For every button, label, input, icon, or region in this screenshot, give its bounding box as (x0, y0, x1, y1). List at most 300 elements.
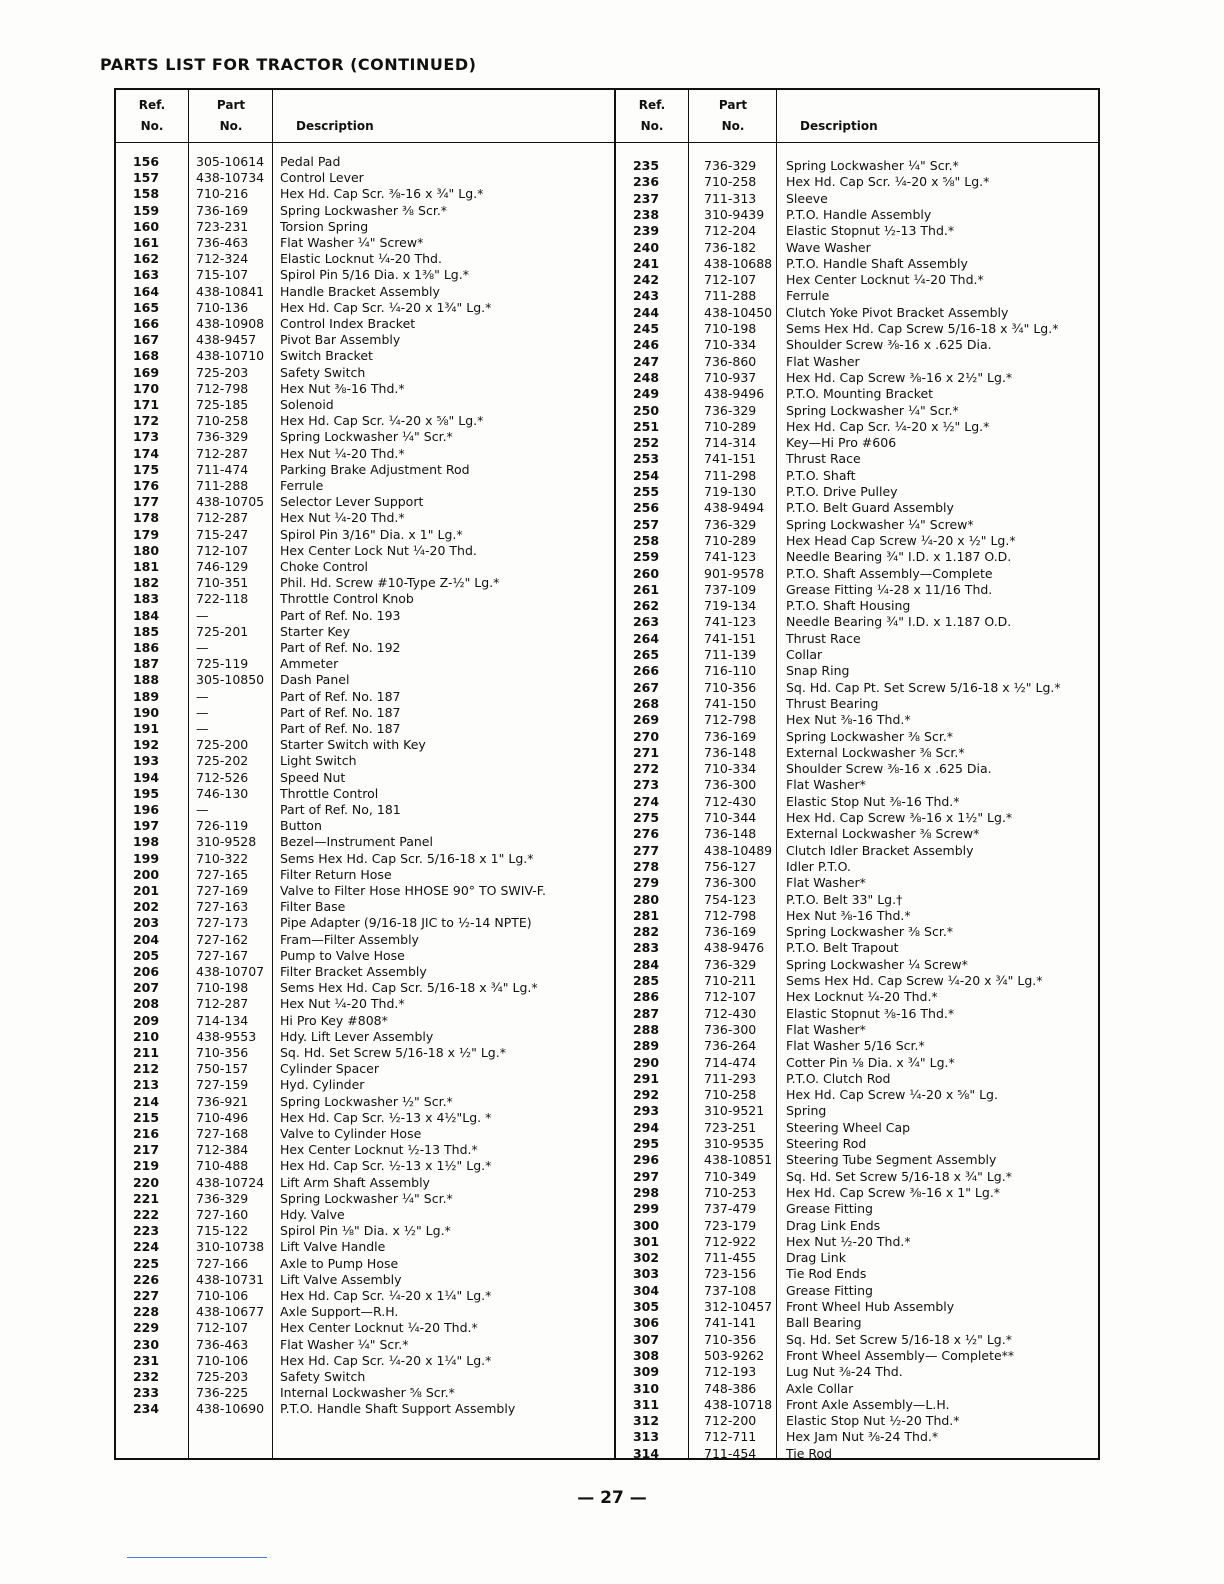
table-row (616, 826, 1100, 842)
table-row (116, 1304, 614, 1320)
part-no: 719-130 (704, 484, 757, 499)
part-no: 756-127 (704, 858, 757, 874)
description: Spring Lockwasher ⅜ Scr.* (280, 202, 448, 218)
part-no: — (196, 640, 209, 655)
description: Clutch Idler Bracket Assembly (786, 842, 974, 858)
description: Part of Ref. No. 193 (280, 607, 401, 623)
ref-no: 271 (632, 744, 660, 760)
description: Part of Ref. No. 192 (280, 640, 401, 655)
table-row (616, 337, 1100, 353)
ref-no: 161 (132, 235, 160, 250)
description: Torsion Spring (280, 218, 369, 234)
table-row (616, 973, 1100, 989)
part-no: 712-922 (704, 1233, 757, 1249)
ref-no: 212 (132, 1061, 160, 1077)
description: Steering Tube Segment Assembly (786, 1152, 997, 1168)
table-row (116, 1142, 614, 1158)
description: Hex Hd. Cap Scr. ¼-20 x 1¼" Lg.* (280, 1352, 492, 1368)
ref-no: 283 (632, 940, 660, 956)
table-row (616, 843, 1100, 859)
part-no: 712-107 (196, 1320, 249, 1336)
ref-no: 254 (632, 467, 660, 483)
description: Hex Nut ¼-20 Thd.* (280, 445, 405, 461)
table-row (616, 696, 1100, 712)
table-row (116, 203, 614, 219)
description: P.T.O. Handle Shaft Assembly (786, 255, 968, 271)
page-title: PARTS LIST FOR TRACTOR (CONTINUED) (100, 55, 477, 74)
description: Collar (786, 647, 823, 662)
description: P.T.O. Shaft (786, 467, 856, 483)
part-no: — (196, 704, 209, 720)
description: Hex Locknut ¼-20 Thd.* (786, 989, 938, 1005)
ref-no: 175 (132, 461, 160, 477)
table-row (616, 484, 1100, 500)
part-no: 725-203 (196, 1369, 249, 1384)
table-row (616, 1446, 1100, 1462)
ref-no: 158 (132, 186, 160, 202)
part-no: 710-258 (704, 1087, 757, 1103)
description: Hex Center Lock Nut ¼-20 Thd. (280, 542, 477, 558)
part-no: 710-106 (196, 1288, 249, 1303)
description: Hex Head Cap Screw ¼-20 x ½" Lg.* (786, 532, 1016, 548)
part-no: 736-169 (704, 728, 757, 744)
ref-no: 223 (132, 1223, 160, 1239)
description: Hex Hd. Cap Screw ¼-20 x ⅝" Lg. (786, 1087, 998, 1103)
ref-no: 287 (632, 1005, 660, 1021)
ref-no: 267 (632, 679, 660, 695)
ref-no: 270 (632, 728, 660, 744)
description: Hex Jam Nut ⅜-24 Thd.* (786, 1429, 939, 1445)
table-row (616, 777, 1100, 793)
part-no: 710-488 (196, 1158, 249, 1174)
description: Valve to Filter Hose HHOSE 90° TO SWIV-F. (280, 883, 546, 898)
table-row (116, 267, 614, 283)
description: P.T.O. Drive Pulley (786, 484, 898, 499)
description: Hex Hd. Cap Screw ⅜-16 x 1" Lg.* (786, 1184, 1001, 1200)
part-no: 712-287 (196, 510, 249, 526)
description: Part of Ref. No. 187 (280, 704, 401, 720)
part-no: 736-264 (704, 1038, 757, 1054)
description: Flat Washer ¼" Screw* (280, 235, 424, 250)
part-no: 715-247 (196, 526, 249, 542)
table-row (616, 1169, 1100, 1185)
table-row (116, 446, 614, 462)
ref-no: 273 (632, 777, 660, 793)
table-row (616, 1103, 1100, 1119)
ref-no: 240 (632, 239, 660, 255)
table-row (616, 1348, 1100, 1364)
part-no: 438-10710 (196, 348, 265, 364)
part-no: 736-463 (196, 235, 249, 250)
description: Ferrule (280, 478, 324, 493)
table-row (616, 517, 1100, 533)
table-row (616, 1038, 1100, 1054)
part-no: 712-287 (196, 996, 249, 1012)
table-row (116, 964, 614, 980)
ref-no: 312 (632, 1413, 660, 1429)
ref-no: 226 (132, 1271, 160, 1287)
table-row (616, 305, 1100, 321)
ref-no: 204 (132, 931, 160, 947)
ref-no: 237 (632, 190, 660, 206)
ref-no: 235 (632, 158, 660, 173)
table-row (616, 1185, 1100, 1201)
table-row (616, 614, 1100, 630)
ref-no: 305 (632, 1299, 660, 1314)
table-row (116, 818, 614, 834)
table-row (616, 158, 1100, 174)
table-row (616, 663, 1100, 679)
ref-no: 219 (132, 1158, 160, 1174)
table-row (116, 1337, 614, 1353)
table-row (116, 980, 614, 996)
ref-no: 174 (132, 445, 160, 461)
description: Spring Lockwasher ¼" Scr.* (786, 158, 959, 173)
part-no: 710-289 (704, 532, 757, 548)
description: Elastic Locknut ¼-20 Thd. (280, 251, 442, 267)
part-no: 712-107 (704, 272, 757, 288)
description: P.T.O. Belt Guard Assembly (786, 500, 954, 516)
table-row (116, 559, 614, 575)
part-no: 754-123 (704, 891, 757, 907)
ref-no: 171 (132, 397, 160, 412)
ref-no: 246 (632, 337, 660, 353)
table-row (616, 957, 1100, 973)
part-no: 727-169 (196, 883, 249, 898)
part-no: 736-300 (704, 875, 757, 891)
part-no: 710-258 (196, 413, 249, 429)
ref-no: 189 (132, 688, 160, 704)
part-no: 712-200 (704, 1413, 757, 1429)
description: Flat Washer 5/16 Scr.* (786, 1038, 925, 1054)
part-no: 438-10731 (196, 1271, 265, 1287)
ref-no: 253 (632, 451, 660, 467)
ref-no: 159 (132, 202, 160, 218)
part-no: 736-225 (196, 1385, 249, 1401)
ref-no: 193 (132, 753, 160, 769)
ref-no: 248 (632, 369, 660, 385)
description: Lift Valve Handle (280, 1239, 386, 1255)
part-no: 711-474 (196, 461, 249, 477)
ref-no: 191 (132, 721, 160, 736)
part-no: 710-198 (704, 321, 757, 336)
description: Front Wheel Hub Assembly (786, 1299, 955, 1314)
description: Spring Lockwasher ½" Scr.* (280, 1093, 453, 1109)
ref-no: 251 (632, 418, 660, 434)
description: Hex Hd. Cap Scr. ¼-20 x 1¾" Lg.* (280, 299, 492, 315)
part-no: 723-231 (196, 218, 249, 234)
ref-no: 277 (632, 842, 660, 858)
part-no: 712-430 (704, 1005, 757, 1021)
ref-no: 167 (132, 332, 160, 348)
ref-no: 296 (632, 1152, 660, 1168)
ref-no: 182 (132, 575, 160, 591)
part-no: 736-329 (704, 158, 757, 173)
ref-no: 311 (632, 1396, 660, 1412)
ref-no: 274 (632, 793, 660, 809)
part-no: 723-156 (704, 1266, 757, 1282)
part-no: 438-10718 (704, 1396, 773, 1412)
ref-no: 162 (132, 251, 160, 267)
part-no: 710-322 (196, 850, 249, 866)
part-no: 438-10489 (704, 842, 773, 858)
ref-no: 222 (132, 1207, 160, 1222)
ref-no: 172 (132, 413, 160, 429)
ref-no: 272 (632, 761, 660, 777)
table-row (116, 915, 614, 931)
ref-no: 196 (132, 802, 160, 817)
description: Throttle Control (280, 785, 379, 801)
description: Hex Nut ⅜-16 Thd.* (280, 380, 405, 396)
ref-no: 241 (632, 255, 660, 271)
description: Flat Washer (786, 353, 860, 369)
part-no: 305-10850 (196, 672, 265, 688)
part-no: 715-107 (196, 267, 249, 283)
part-no: 746-129 (196, 559, 249, 574)
ref-no: 265 (632, 647, 660, 662)
description: Flat Washer* (786, 777, 866, 793)
description: Hex Nut ¼-20 Thd.* (280, 996, 405, 1012)
description: P.T.O. Clutch Rod (786, 1070, 891, 1086)
table-header (116, 90, 614, 143)
table-row (116, 429, 614, 445)
header-ref-no: Ref. No. (138, 98, 166, 133)
ref-no: 285 (632, 973, 660, 988)
description: Front Axle Assembly—L.H. (786, 1396, 950, 1412)
table-row (116, 786, 614, 802)
ref-no: 306 (632, 1315, 660, 1331)
table-row (616, 647, 1100, 663)
description: P.T.O. Shaft Assembly—Complete (786, 565, 993, 581)
table-row (116, 899, 614, 915)
table-row (116, 1369, 614, 1385)
left-column-table (116, 90, 614, 1458)
description: Sleeve (786, 190, 828, 206)
description: Drag Link (786, 1250, 846, 1266)
description: Idler P.T.O. (786, 858, 851, 874)
ref-no: 184 (132, 607, 160, 623)
ref-no: 200 (132, 866, 160, 882)
part-no: 716-110 (704, 663, 757, 679)
table-row (116, 1045, 614, 1061)
ref-no: 275 (632, 810, 660, 825)
table-row (116, 1110, 614, 1126)
parts-table (114, 88, 1100, 1460)
ref-no: 224 (132, 1239, 160, 1255)
table-row (116, 591, 614, 607)
part-no: 741-151 (704, 451, 757, 467)
ref-no: 166 (132, 316, 160, 331)
ref-no: 195 (132, 785, 160, 801)
table-row (616, 1429, 1100, 1445)
table-row (116, 300, 614, 316)
part-no: 710-496 (196, 1109, 249, 1125)
ref-no: 178 (132, 510, 160, 526)
description: Hex Nut ¼-20 Thd.* (280, 510, 405, 526)
ref-no: 263 (632, 614, 660, 630)
description: P.T.O. Shaft Housing (786, 598, 911, 614)
ref-no: 180 (132, 542, 160, 558)
part-no: 712-526 (196, 769, 249, 785)
table-row (116, 1158, 614, 1174)
description: Filter Return Hose (280, 866, 392, 882)
table-row (116, 365, 614, 381)
table-row (616, 191, 1100, 207)
description: Spring Lockwasher ¼" Screw* (786, 516, 974, 532)
ref-no: 301 (632, 1233, 660, 1249)
description: Button (280, 818, 322, 834)
ref-no: 309 (632, 1364, 660, 1380)
part-no: 727-167 (196, 947, 249, 963)
ref-no: 227 (132, 1288, 160, 1303)
table-row (616, 729, 1100, 745)
table-row (116, 948, 614, 964)
table-row (116, 608, 614, 624)
description: Throttle Control Knob (280, 591, 414, 607)
table-row (616, 370, 1100, 386)
ref-no: 157 (132, 170, 160, 186)
description: Dash Panel (280, 672, 350, 688)
table-row (616, 240, 1100, 256)
part-no: 727-168 (196, 1126, 249, 1141)
table-row (116, 1239, 614, 1255)
part-no: 727-173 (196, 915, 249, 931)
description: Needle Bearing ¾" I.D. x 1.187 O.D. (786, 614, 1012, 630)
ref-no: 256 (632, 500, 660, 516)
part-no: 712-430 (704, 793, 757, 809)
table-row (116, 802, 614, 818)
table-row (616, 174, 1100, 190)
part-no: 727-159 (196, 1077, 249, 1093)
table-row (116, 154, 614, 170)
description: External Lockwasher ⅜ Scr.* (786, 744, 965, 760)
ref-no: 179 (132, 526, 160, 542)
table-row (616, 256, 1100, 272)
part-no: 438-10705 (196, 494, 265, 510)
part-no: 712-798 (704, 907, 757, 923)
table-row (116, 1207, 614, 1223)
description: Spirol Pin 5/16 Dia. x 1⅜" Lg.* (280, 267, 469, 283)
part-no: 901-9578 (704, 565, 765, 581)
ref-no: 233 (132, 1385, 160, 1401)
ref-no: 156 (132, 154, 160, 169)
part-no: 727-160 (196, 1207, 249, 1222)
part-no: 710-106 (196, 1352, 249, 1368)
part-no: 711-288 (196, 478, 249, 493)
table-row (116, 1288, 614, 1304)
ref-no: 239 (632, 223, 660, 239)
part-no: 310-9535 (704, 1136, 765, 1151)
part-no: 438-10450 (704, 304, 773, 320)
part-no: — (196, 802, 209, 817)
ref-no: 288 (632, 1021, 660, 1037)
part-no: 710-334 (704, 337, 757, 353)
table-row (116, 753, 614, 769)
table-row (116, 640, 614, 656)
description: Sq. Hd. Set Screw 5/16-18 x ½" Lg.* (786, 1331, 1012, 1347)
ref-no: 298 (632, 1184, 660, 1200)
table-row (116, 316, 614, 332)
table-row (616, 566, 1100, 582)
part-no: 727-163 (196, 899, 249, 915)
part-no: 736-148 (704, 826, 757, 842)
table-row (116, 834, 614, 850)
table-row (616, 1136, 1100, 1152)
part-no: 725-203 (196, 364, 249, 380)
ref-no: 230 (132, 1336, 160, 1352)
ref-no: 214 (132, 1093, 160, 1109)
description: P.T.O. Belt 33" Lg.† (786, 891, 903, 907)
ref-no: 289 (632, 1038, 660, 1054)
ref-no: 202 (132, 899, 160, 915)
description: Hex Center Locknut ¼-20 Thd.* (280, 1320, 478, 1336)
part-no: 726-119 (196, 818, 249, 834)
description: Flat Washer ¼" Scr.* (280, 1336, 409, 1352)
table-row (116, 219, 614, 235)
table-row (116, 672, 614, 688)
ref-no: 160 (132, 218, 160, 234)
table-row (116, 494, 614, 510)
description: Hi Pro Key #808* (280, 1012, 388, 1028)
table-row (616, 631, 1100, 647)
part-no: 736-169 (196, 202, 249, 218)
description: Hyd. Cylinder (280, 1077, 365, 1093)
description: Lug Nut ⅜-24 Thd. (786, 1364, 903, 1380)
ref-no: 247 (632, 353, 660, 369)
part-no: 736-169 (704, 924, 757, 940)
ref-no: 187 (132, 656, 160, 672)
part-no: 725-185 (196, 397, 249, 412)
part-no: 736-921 (196, 1093, 249, 1109)
description: Fram—Filter Assembly (280, 931, 419, 947)
part-no: 725-202 (196, 753, 249, 769)
ref-no: 188 (132, 672, 160, 688)
description: Spring Lockwasher ⅜ Scr.* (786, 728, 954, 744)
description: Hdy. Lift Lever Assembly (280, 1028, 434, 1044)
table-row (116, 413, 614, 429)
table-row (116, 235, 614, 251)
description: Shoulder Screw ⅜-16 x .625 Dia. (786, 337, 992, 353)
description: Cylinder Spacer (280, 1061, 379, 1077)
description: Part of Ref. No. 187 (280, 721, 401, 736)
description: Handle Bracket Assembly (280, 283, 440, 299)
part-no: 741-150 (704, 695, 757, 711)
part-no: 310-9528 (196, 834, 257, 850)
part-no: 714-134 (196, 1012, 249, 1028)
table-row (616, 1364, 1100, 1380)
part-no: 711-454 (704, 1445, 757, 1461)
part-no: — (196, 688, 209, 704)
ref-no: 210 (132, 1028, 160, 1044)
ref-no: 236 (632, 174, 660, 190)
header-description: Description (800, 119, 878, 133)
part-no: 710-253 (704, 1184, 757, 1200)
part-no: — (196, 607, 209, 623)
ref-no: 176 (132, 478, 160, 493)
ref-no: 304 (632, 1282, 660, 1298)
description: Grease Fitting (786, 1282, 873, 1298)
table-row (116, 1223, 614, 1239)
table-row (116, 770, 614, 786)
part-no: 710-344 (704, 810, 757, 825)
ref-no: 216 (132, 1126, 160, 1141)
table-row (616, 940, 1100, 956)
ref-no: 302 (632, 1250, 660, 1266)
ref-no: 259 (632, 549, 660, 565)
description: Sems Hex Hd. Cap Scr. 5/16-18 x 1" Lg.* (280, 850, 534, 866)
part-no: 712-798 (704, 712, 757, 728)
part-no: 438-10677 (196, 1304, 265, 1320)
